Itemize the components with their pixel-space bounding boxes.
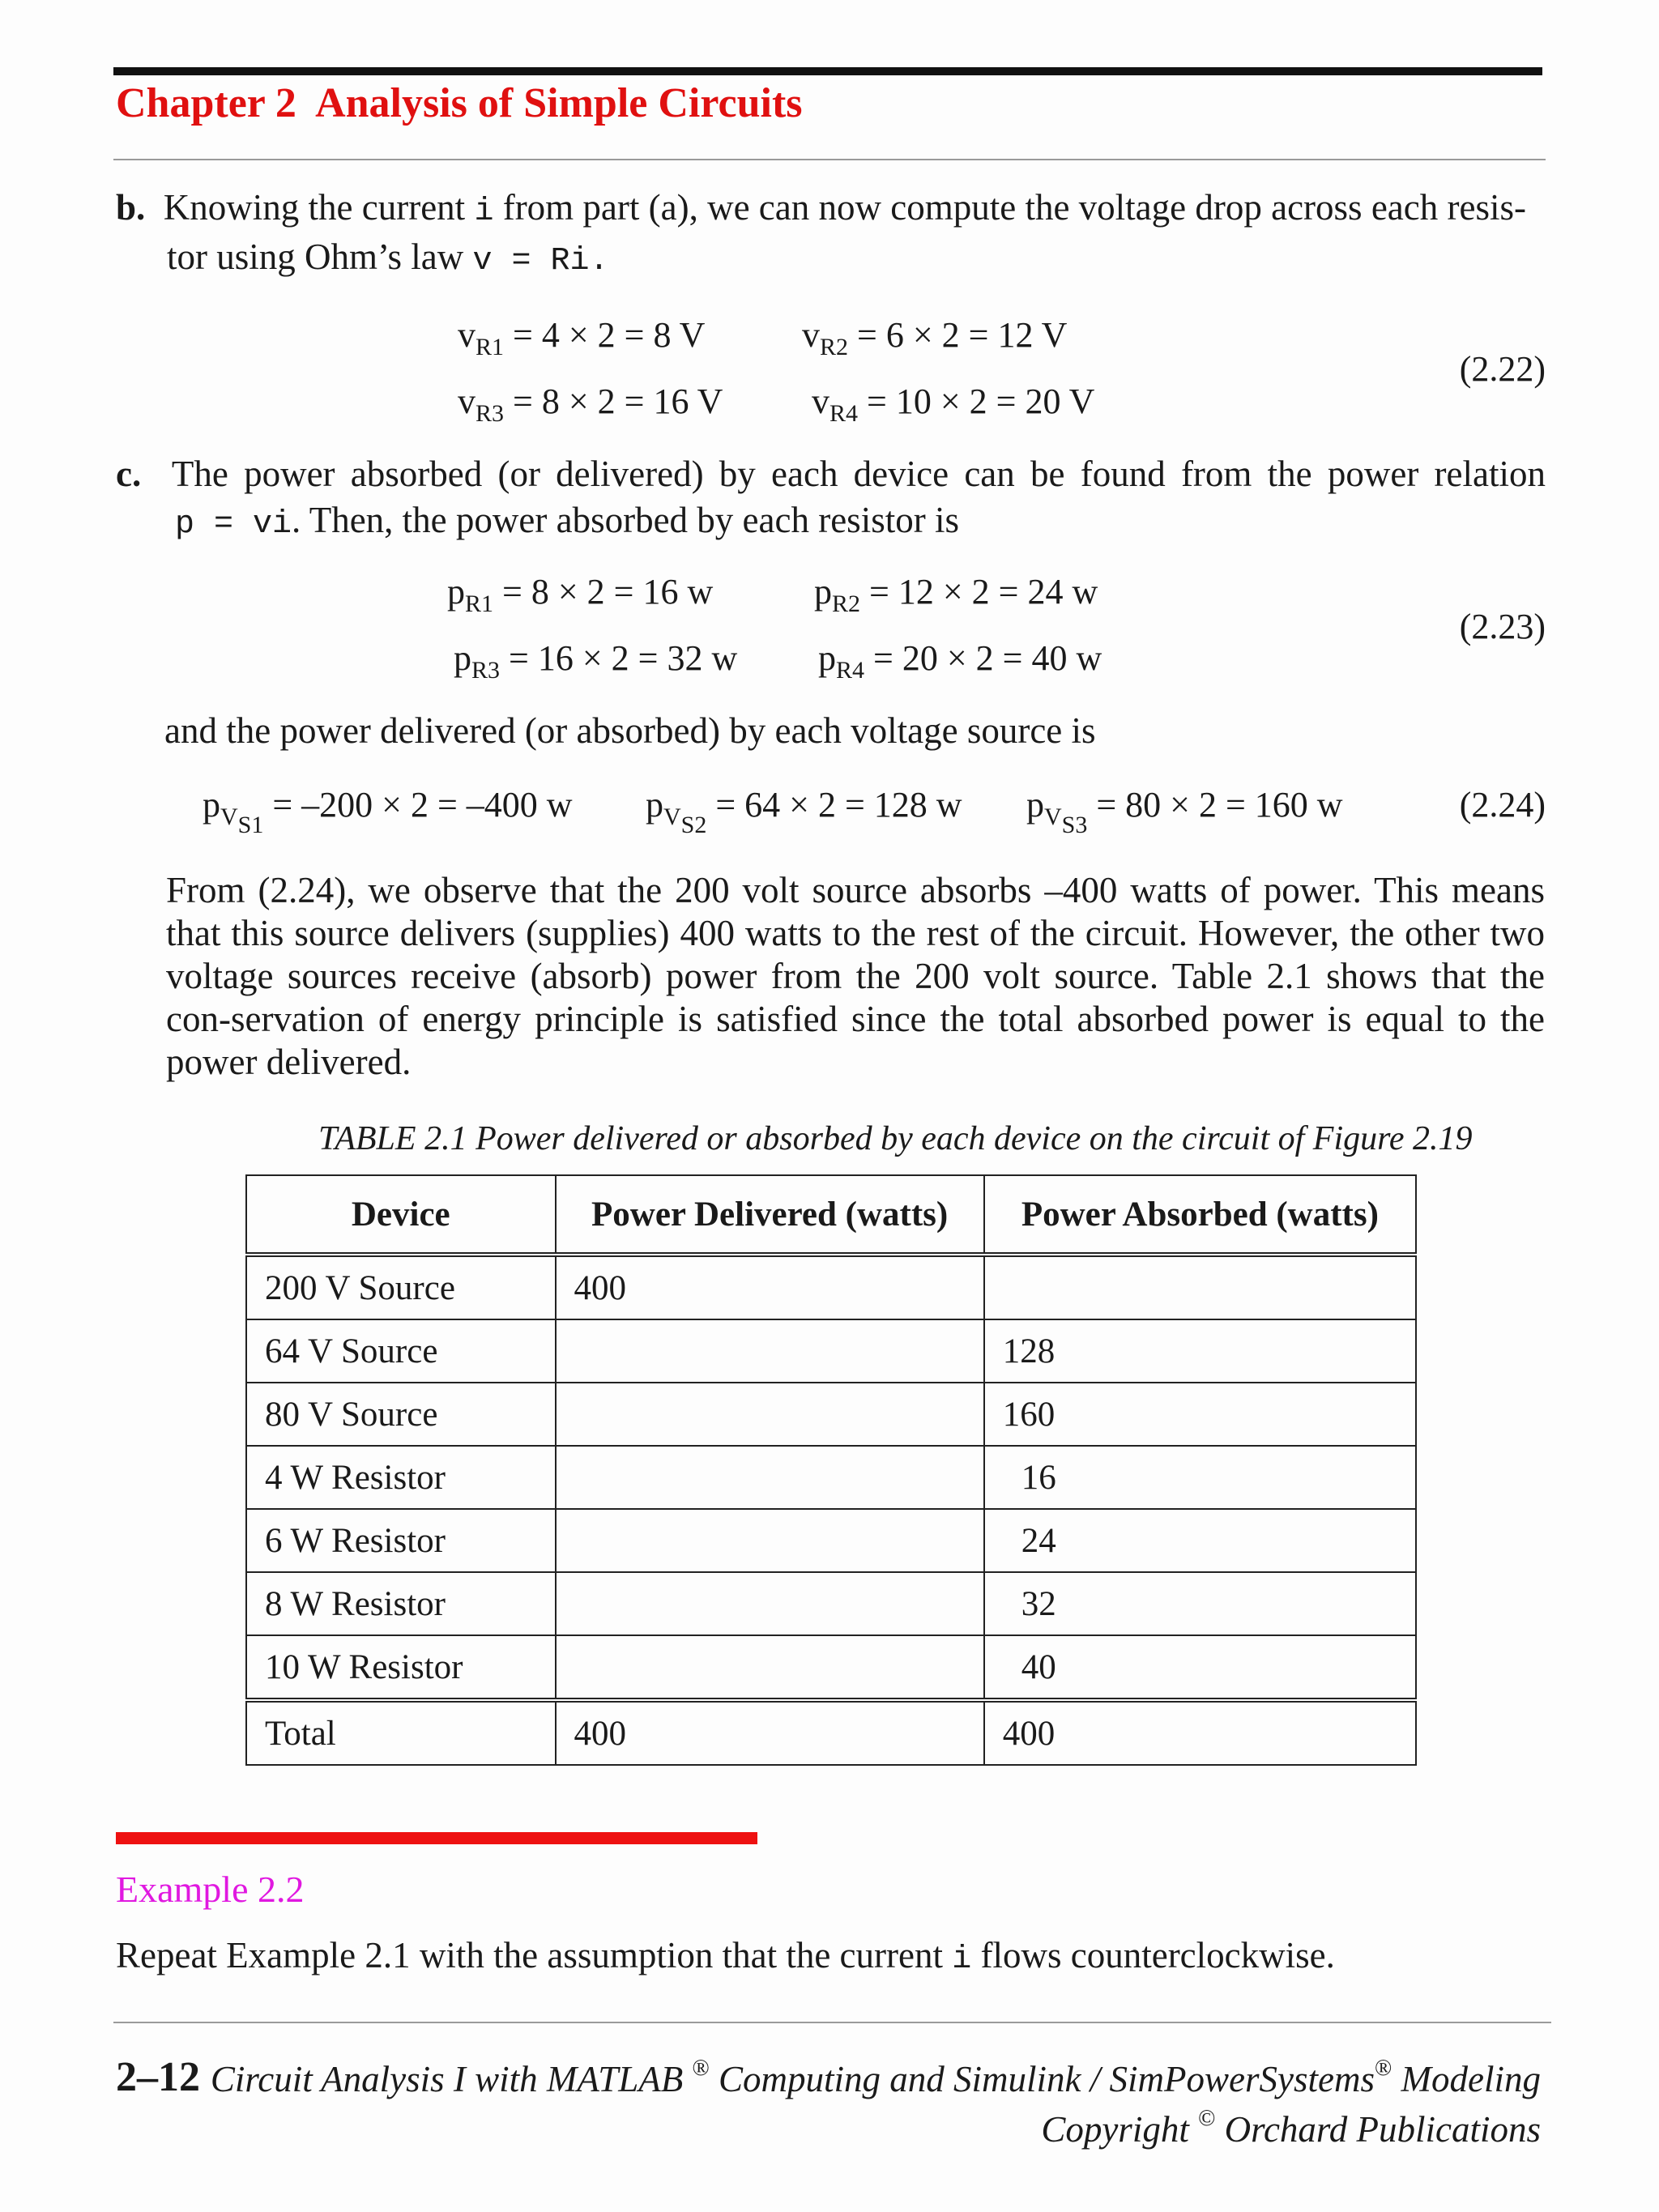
sym: v [812,381,830,421]
expr: = 4 × 2 = 8 V [513,315,706,355]
cell-absorbed: 32 [984,1572,1416,1635]
cell-absorbed [984,1255,1416,1319]
power-table [245,1174,1417,1766]
sub [663,803,707,838]
sym: p [1026,785,1044,825]
sym: p [454,638,471,678]
cell-delivered [556,1446,984,1509]
text: Modeling [1401,2059,1541,2099]
text: . Then, the power absorbed by each resistor is [292,500,959,540]
cell-absorbed: 400 [984,1700,1416,1765]
cell-delivered [556,1572,984,1635]
text: Circuit Analysis I with MATLAB [210,2059,684,2099]
sub-v: V [220,803,238,830]
cell-absorbed: 128 [984,1319,1416,1383]
expr: = 12 × 2 = 24 w [869,572,1098,612]
cell-absorbed: 40 [984,1635,1416,1700]
eq-pr3 [454,637,737,684]
copyright-symbol: © [1198,2106,1216,2131]
math-i: i [474,194,494,230]
sub: R2 [820,334,849,360]
part-c-line1 [116,451,1546,497]
expr: = 64 × 2 = 128 w [715,785,962,825]
cell-device: 6 W Resistor [246,1509,556,1572]
eq-number-2-24: (2.24) [1459,785,1546,825]
text: Repeat Example 2.1 with the assumption that the current [116,1935,943,1975]
cell-device: 80 V Source [246,1383,556,1446]
expr: = 20 × 2 = 40 w [873,638,1102,678]
sub: R2 [832,590,861,617]
sym: p [814,572,832,612]
table-row [246,1572,1416,1635]
sub-s: S3 [1061,812,1088,838]
cell-delivered: 400 [556,1700,984,1765]
cell-absorbed: 160 [984,1383,1416,1446]
col-header-device: Device [246,1175,556,1255]
sub: R4 [836,657,865,684]
sub: R3 [471,657,501,684]
sources-intro: and the power delivered (or absorbed) by each voltage source is [164,710,1096,751]
cell-delivered [556,1635,984,1700]
sym: p [203,785,220,825]
sub [220,803,264,838]
table-row [246,1635,1416,1700]
col-header-delivered: Power Delivered (watts) [556,1175,984,1255]
table-row [246,1319,1416,1383]
text: Knowing the current [163,187,466,228]
text: tor using Ohm’s law [167,237,464,277]
chapter-number: Chapter 2 [116,80,296,126]
registered-mark: ® [692,2056,710,2081]
cell-device: Total [246,1700,556,1765]
math-ohm: v = Ri [472,243,590,279]
eq-pvs1 [203,784,573,839]
sub-s: S2 [680,812,707,838]
table-row [246,1446,1416,1509]
eq-pr2 [814,571,1098,618]
eq-vr1 [458,314,705,361]
cell-device: 64 V Source [246,1319,556,1383]
chapter-title: Analysis of Simple Circuits [315,80,803,126]
cell-delivered [556,1319,984,1383]
top-rule [113,67,1542,75]
table-total-row [246,1700,1416,1765]
part-b-line1 [116,185,1526,235]
table-caption: TABLE 2.1 Power delivered or absorbed by each device on the circuit of Figure 2.19 [318,1120,1473,1157]
sub: R1 [476,334,505,360]
sub-v: V [663,803,681,830]
cell-device: 10 W Resistor [246,1635,556,1700]
cell-delivered [556,1383,984,1446]
header-rule [113,159,1546,160]
part-b-label: b. [116,187,146,228]
sym: v [458,315,476,355]
expr: = 16 × 2 = 32 w [509,638,738,678]
sub: R1 [465,590,494,617]
eq-pr1 [447,571,713,618]
registered-mark: ® [1375,2056,1392,2081]
eq-vr3 [458,381,723,428]
text: Copyright [1041,2109,1189,2150]
text: Computing and Simulink / SimPowerSystems [719,2059,1375,2099]
cell-device: 4 W Resistor [246,1446,556,1509]
page-number: 2–12 [116,2054,200,2100]
cell-delivered: 400 [556,1255,984,1319]
math-i: i [952,1941,972,1978]
cell-absorbed: 24 [984,1509,1416,1572]
expr: = 6 × 2 = 12 V [857,315,1068,355]
cell-absorbed: 16 [984,1446,1416,1509]
footer-book-title [211,2056,1541,2100]
example-red-bar [116,1832,757,1844]
sub: R4 [830,400,859,427]
sym: v [458,381,476,421]
part-c-label: c. [116,454,142,494]
cell-device: 200 V Source [246,1255,556,1319]
col-header-absorbed: Power Absorbed (watts) [984,1175,1416,1255]
text: . [589,243,609,279]
table-header-row [246,1175,1416,1255]
sub: R3 [476,400,505,427]
expr: = 8 × 2 = 16 V [513,381,723,421]
text: Orchard Publications [1224,2109,1541,2150]
example-text [116,1933,1335,1983]
sym: p [447,572,465,612]
table-row [246,1509,1416,1572]
example-title: Example 2.2 [116,1869,305,1910]
eq-pvs2 [646,784,962,839]
cell-device: 8 W Resistor [246,1572,556,1635]
conservation-paragraph: From (2.24), we observe that the 200 volt source absorbs –400 watts of power. This means that this source delivers (supplies) 400 watts to the rest of the circuit. However, the other two voltage sources receive (absorb) power from the 200 volt source. Table 2.1 shows that the con-servation of energy principle is satisfied since the total absorbed power is equal to the power delivered. [166,870,1545,1082]
footer-copyright [1041,2106,1541,2150]
eq-vr2 [802,314,1067,361]
table-row [246,1383,1416,1446]
text: from part (a), we can now compute the voltage drop across each resis- [502,187,1526,228]
footer-rule [113,2022,1551,2023]
sym: p [646,785,663,825]
table-row [246,1255,1416,1319]
sub-s: S1 [237,812,264,838]
text: The power absorbed (or delivered) by each device can be found from the power relation [171,454,1546,494]
cell-delivered [556,1509,984,1572]
expr: = 10 × 2 = 20 V [867,381,1095,421]
part-b-line2 [167,234,609,284]
chapter-header [116,79,803,127]
eq-pvs3 [1026,784,1343,839]
math-pvi: p = vi [175,506,292,543]
expr: = 80 × 2 = 160 w [1096,785,1343,825]
eq-number-2-22: (2.22) [1459,349,1546,389]
text: flows counterclockwise. [980,1935,1335,1975]
eq-pr4 [818,637,1102,684]
sym: p [818,638,836,678]
sub [1044,803,1088,838]
expr: = –200 × 2 = –400 w [272,785,573,825]
eq-vr4 [812,381,1094,428]
part-c-line2 [175,497,959,548]
expr: = 8 × 2 = 16 w [502,572,714,612]
eq-number-2-23: (2.23) [1459,607,1546,646]
sym: v [802,315,820,355]
sub-v: V [1044,803,1062,830]
